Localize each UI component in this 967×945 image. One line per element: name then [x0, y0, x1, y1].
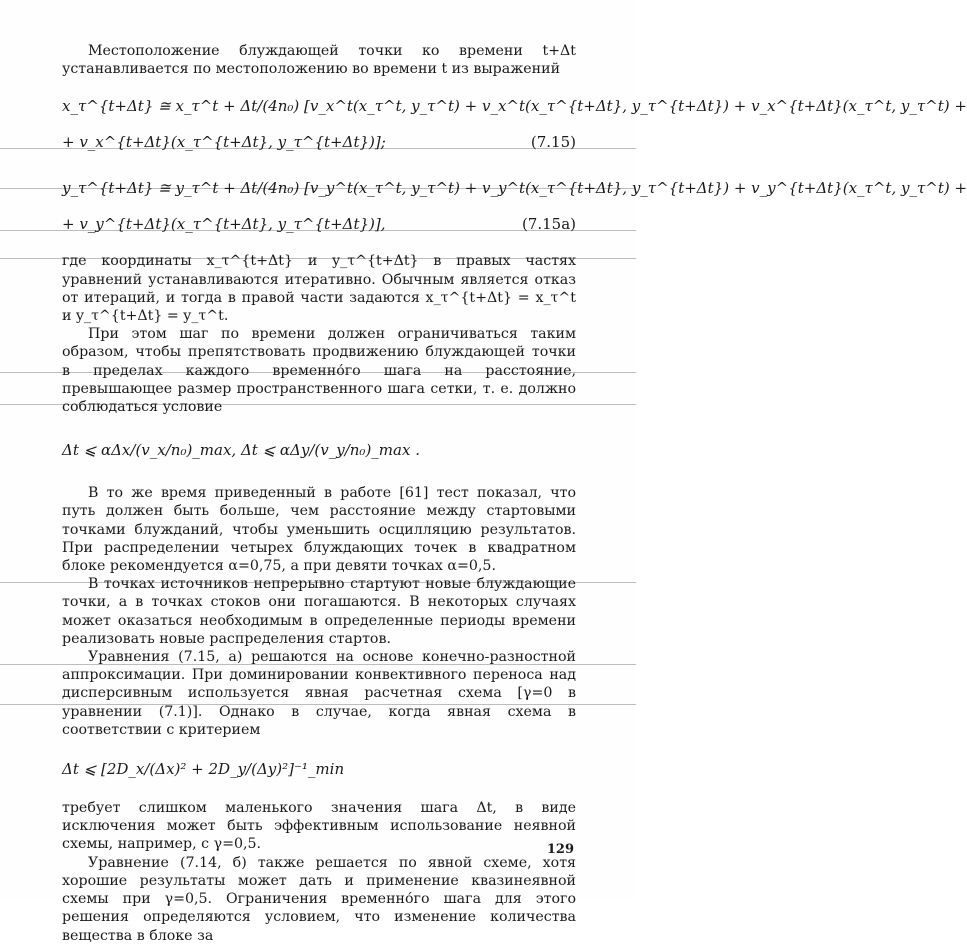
paragraph-1: Местоположение блуждающей точки ко времени t+Δt устанавливается по местоположению во времени t из выражений	[62, 43, 576, 78]
paragraph-3: При этом шаг по времени должен ограничиваться таким образом, чтобы препятствовать продвижению блуждающей точки в пределах каждого временно́го шага на расстояние, превышающее размер пространственного шага сетки, т. е. должно соблюдаться условие	[62, 326, 576, 416]
equation-7-15-line-1	[62, 88, 967, 124]
equation-7-15a-line-1	[62, 170, 967, 206]
paragraph-2: где координаты x_τ^{t+Δt} и y_τ^{t+Δt} в правых частях уравнений устанавливаются итеративно. Обычным является отказ от итераций, и тогда в правой части задаются x_τ^{t+Δt} = x_τ^t и y_τ^{t+Δt} = y_τ^t.	[62, 253, 576, 325]
equation-7-15-line-2	[62, 124, 576, 160]
paragraph-4: В то же время приведенный в работе [61] тест показал, что путь должен быть больше, чем расстояние между стартовыми точками блужданий, чтобы уменьшить осцилляцию результатов. При распределении четырех блуждающих точек в квадратном блоке рекомендуется α=0,75, а при девяти точках α=0,5.	[62, 485, 576, 575]
equation-text: + v_x^{t+Δt}(x_τ^{t+Δt}, y_τ^{t+Δt})];	[62, 133, 386, 152]
paragraph-6: Уравнения (7.15, а) решаются на основе конечно-разностной аппроксимации. При доминировании конвективного переноса над дисперсивным используется явная расчетная схема [γ=0 в уравнении (7.1)]. Однако в случае, когда явная схема в соответствии с критерием	[62, 649, 576, 738]
equation-text: x_τ^{t+Δt} ≅ x_τ^t + Δt/(4n₀) [v_x^t(x_τ^t, y_τ^t) + v_x^t(x_τ^{t+Δt}, y_τ^{t+Δt}) + v_x^{t+Δt}(x_τ^t, y_τ^t) +	[62, 97, 967, 116]
equation-number: (7.15а)	[521, 215, 576, 234]
equation-text: + v_y^{t+Δt}(x_τ^{t+Δt}, y_τ^{t+Δt})],	[62, 215, 386, 234]
inequality-text: Δt ⩽ αΔx/(v_x/n₀)_max, Δt ⩽ αΔy/(v_y/n₀)_max .	[62, 441, 420, 460]
equation-text: y_τ^{t+Δt} ≅ y_τ^t + Δt/(4n₀) [v_y^t(x_τ^t, y_τ^t) + v_y^t(x_τ^{t+Δt}, y_τ^{t+Δt}) + v_y^{t+Δt}(x_τ^t, y_τ^t) +	[62, 179, 967, 198]
equation-number: (7.15)	[530, 133, 576, 152]
paragraph-7: требует слишком маленького значения шага Δt, в виде исключения может быть эффективным использование неявной схемы, например, с γ=0,5.	[62, 800, 576, 853]
text-column	[62, 42, 967, 945]
page-number: 129	[546, 842, 574, 857]
inequality-criterion	[62, 749, 576, 789]
inequality-text: Δt ⩽ [2D_x/(Δx)² + 2D_y/(Δy)²]⁻¹_min	[62, 760, 345, 779]
equation-7-15a-line-2	[62, 206, 576, 242]
paragraph-5: В точках источников непрерывно стартуют новые блуждающие точки, а в точках стоков они погашаются. В некоторых случаях может оказаться необходимым в определенные периоды времени реализовать новые распределения стартов.	[62, 576, 576, 647]
inequality-time-step	[62, 430, 576, 470]
paragraph-8: Уравнение (7.14, б) также решается по явной схеме, хотя хорошие результаты может дать и применение квазинеявной схемы при γ=0,5. Ограничения временно́го шага для этого решения определяются условием, что изменение количества вещества в блоке за	[62, 854, 576, 944]
